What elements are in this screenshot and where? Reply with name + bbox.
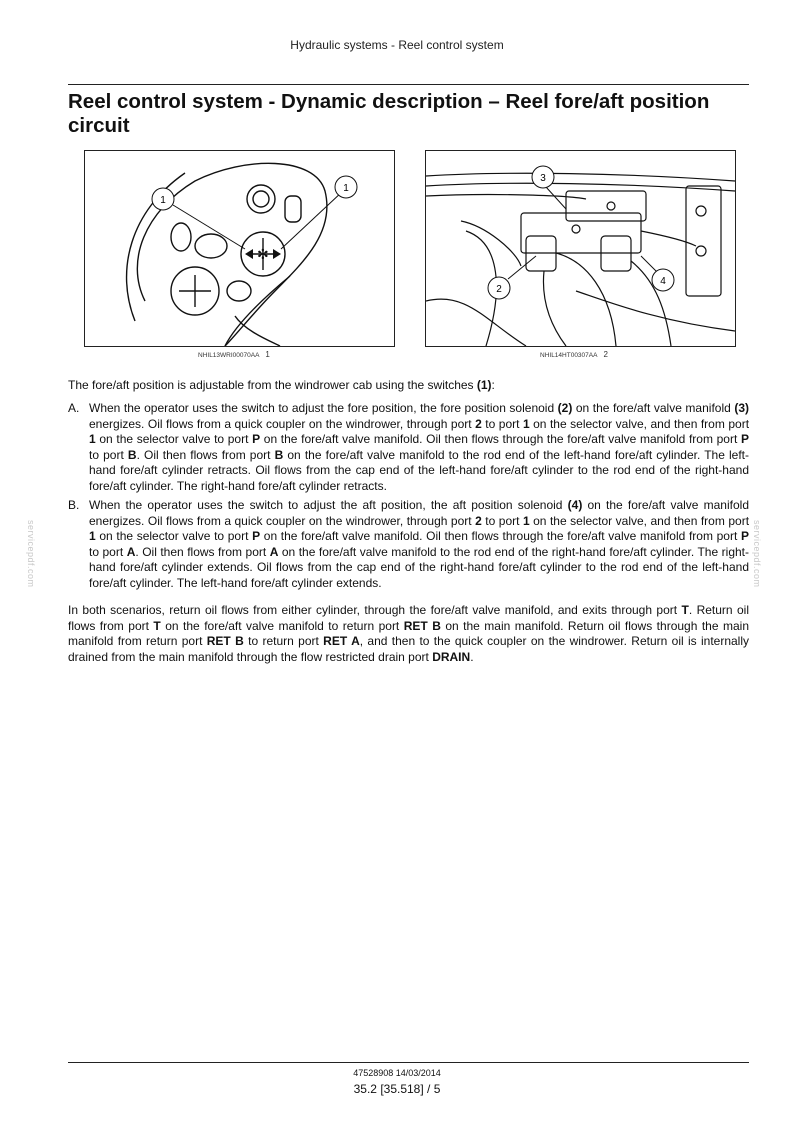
text-run: to return port — [243, 634, 324, 648]
text-run: to port — [481, 513, 523, 528]
figure-1-control-handle — [84, 150, 395, 347]
text-run: on the selector valve, and then from port — [529, 513, 750, 528]
text-run: on the fore/aft valve manifold to the rod end of the right-hand fore/aft cylinder. The right-hand fore/aft cylinder extends. Oil flows from the cap end of the right-hand fore/aft cylinder to the rod end of the left-hand fore/aft cylinder. The left-hand fore/aft cylinder extends. — [89, 544, 749, 590]
text-run: to port — [481, 416, 523, 431]
text-run: on the fore/aft valve manifold to the rod end of the left-hand fore/aft cylinder. The left-hand fore/aft cylinder retracts. Oil flows from the cap end of the left-hand fore/aft cylinder to the rod end of the right-hand fore/aft cylinder. The right-hand fore/aft cylinder retracts. — [89, 447, 749, 493]
header-divider — [68, 84, 749, 85]
bold-ref: (2) — [557, 401, 573, 415]
bold-ref: P — [740, 529, 749, 543]
figure-1-caption — [198, 350, 270, 359]
watermark-right: servicepdf.com — [752, 520, 762, 588]
bold-ref: RET B — [206, 634, 244, 648]
intro-tail: : — [491, 378, 495, 392]
callout-3: 3 — [540, 173, 546, 184]
text-run: on the fore/aft valve manifold energizes. Oil flows from a quick coupler on the windrower, through port — [89, 498, 749, 528]
text-run: on the selector valve to port — [95, 432, 253, 446]
text-run: , and then to the quick coupler on the windrower. Return oil is internally drained from the main manifold through the flow restricted drain port — [68, 634, 750, 664]
bold-ref: A — [269, 544, 279, 559]
bold-ref: DRAIN — [432, 649, 471, 664]
control-handle-illustration — [85, 151, 394, 346]
bold-ref: RET B — [403, 618, 441, 633]
intro-text: The fore/aft position is adjustable from the windrower cab using the switches — [68, 378, 477, 392]
list-marker: A. — [68, 401, 80, 415]
svg-text:✻: ✻ — [257, 247, 269, 263]
text-run: to port — [89, 447, 128, 462]
bold-ref: (4) — [567, 498, 583, 512]
figure-2-code: NHIL14HT00307AA — [540, 352, 598, 359]
text-run: on the fore/aft valve manifold. Oil then flows through the fore/aft valve manifold from port — [260, 432, 741, 446]
text-run: . Oil then flows from port — [136, 447, 275, 462]
bold-ref: 2 — [475, 416, 482, 431]
text-run: to port — [89, 544, 127, 559]
bold-ref: T — [153, 618, 161, 633]
callout-1-left: 1 — [160, 195, 166, 206]
callout-1-right: 1 — [343, 183, 349, 194]
intro-paragraph — [68, 378, 749, 394]
bold-ref: P — [252, 432, 261, 446]
summary-paragraph — [68, 603, 749, 665]
bold-ref: 2 — [475, 513, 482, 528]
text-run: . Return oil flows from port — [68, 603, 750, 633]
list-item-body — [89, 401, 749, 494]
bold-ref: 1 — [89, 432, 96, 446]
list-marker: B. — [68, 498, 80, 512]
figure-2-caption — [540, 350, 608, 359]
figure-1-number: 1 — [265, 350, 270, 359]
text-run: on the fore/aft valve manifold. Oil then flows through the fore/aft valve manifold from port — [260, 529, 741, 543]
bold-ref: 1 — [89, 529, 96, 543]
figure-2-number: 2 — [603, 350, 608, 359]
figure-2-valve-manifold — [425, 150, 736, 347]
list-item-body — [89, 498, 749, 591]
text-run: on the selector valve to port — [95, 529, 253, 543]
text-run: on the fore/aft valve manifold to return port — [160, 618, 404, 633]
page-title: Reel control system - Dynamic description – Reel fore/aft position circuit — [68, 90, 710, 137]
bold-ref: 1 — [522, 513, 530, 528]
footer-doc-id: 47528908 14/03/2014 — [353, 1068, 441, 1078]
bold-ref: T — [681, 603, 689, 617]
footer-page-number: 35.2 [35.518] / 5 — [353, 1082, 441, 1096]
text-run: . Oil then flows from port — [135, 544, 270, 559]
intro-ref: (1) — [476, 378, 492, 392]
bold-ref: A — [126, 544, 136, 559]
text-run: In both scenarios, return oil flows from either cylinder, through the fore/aft valve manifold, and exits through port — [68, 603, 682, 617]
running-header: Hydraulic systems - Reel control system — [290, 38, 504, 52]
list-item-a — [68, 401, 749, 494]
watermark-left: servicepdf.com — [26, 520, 36, 588]
bold-ref: B — [127, 447, 137, 462]
bold-ref: P — [740, 432, 749, 446]
bold-ref: (3) — [734, 401, 749, 415]
bold-ref: 1 — [522, 416, 530, 431]
text-run: When the operator uses the switch to adjust the fore position, the fore position solenoid — [89, 401, 558, 415]
text-run: When the operator uses the switch to adjust the aft position, the aft position solenoid — [89, 498, 568, 512]
text-run: on the selector valve, and then from port — [529, 416, 750, 431]
valve-manifold-illustration — [426, 151, 735, 346]
callout-4: 4 — [660, 276, 666, 287]
text-run: energizes. Oil flows from a quick coupler on the windrower, through port — [89, 416, 476, 431]
text-run: on the fore/aft valve manifold — [572, 401, 735, 415]
text-run: . — [470, 649, 474, 664]
list-item-b — [68, 498, 749, 591]
text-run: on the main manifold. Return oil flows through the main manifold from return port — [68, 618, 750, 648]
figure-1-code: NHIL13WRI00070AA — [198, 352, 260, 359]
bold-ref: RET A — [323, 634, 360, 648]
bold-ref: P — [252, 529, 261, 543]
footer-divider — [68, 1062, 749, 1063]
callout-2: 2 — [496, 284, 502, 295]
bold-ref: B — [274, 447, 284, 462]
